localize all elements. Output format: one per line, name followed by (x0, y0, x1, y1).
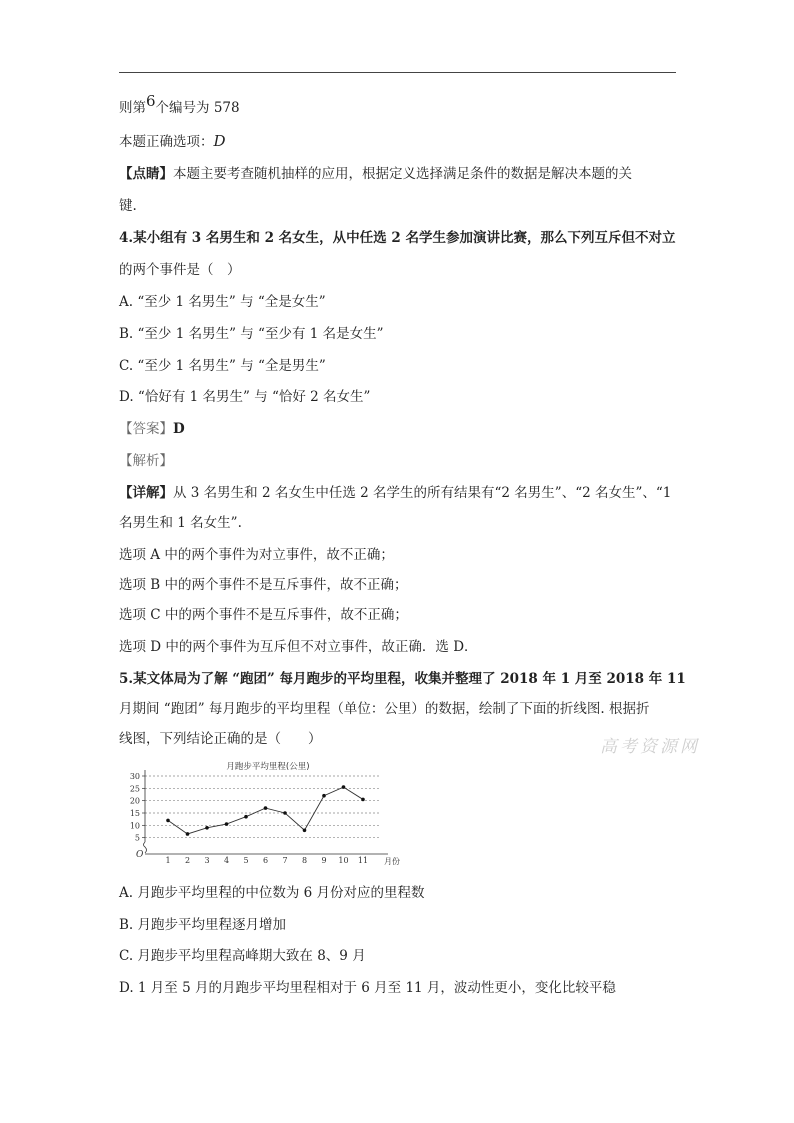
axis-break (144, 842, 147, 853)
dianjing-tag: 【点睛】 (119, 166, 173, 182)
line-result-post: 个编号为 578 (155, 100, 240, 116)
answer-tag: 【答案】 (119, 421, 173, 437)
dianjing-text: 本题主要考查随机抽样的应用，根据定义选择满足条件的数据是解决本题的关 (173, 166, 632, 182)
q5-stem-3: 线图，下列结论正确的是（ ） (119, 731, 322, 747)
origin-label: O (136, 850, 144, 860)
explain-b: 选项 B 中的两个事件不是互斥事件，故不正确； (119, 577, 408, 593)
dianjing-line (119, 165, 632, 183)
line-correct (119, 132, 226, 151)
data-point (225, 822, 229, 826)
y-tick-label: 15 (129, 809, 140, 818)
explain-c: 选项 C 中的两个事件不是互斥事件，故不正确； (119, 607, 408, 623)
data-point (342, 785, 346, 789)
x-tick-label: 6 (262, 856, 269, 865)
data-point (186, 832, 190, 836)
line-chart (118, 754, 418, 869)
q4-stem-2: 的两个事件是（ ） (119, 262, 241, 278)
x-tick-label: 9 (321, 856, 327, 865)
q5-option-c: C. 月跑步平均里程高峰期大致在 8、9 月 (119, 948, 366, 964)
q5-stem-1: 5.某文体局为了解 “跑团” 每月跑步的平均里程，收集并整理了 2018 年 1 月至 2018 年 11 (119, 671, 686, 687)
watermark: 高考资源网 (600, 737, 700, 757)
dianjing-cont: 键. (119, 198, 137, 214)
correct-label: 本题正确选项： (119, 134, 214, 150)
header-rule (119, 72, 676, 73)
data-point (361, 798, 365, 802)
explain-a: 选项 A 中的两个事件为对立事件，故不正确； (119, 547, 394, 563)
chart-series (166, 785, 365, 835)
y-tick-label: 30 (129, 772, 140, 781)
q4-answer (119, 420, 185, 438)
x-axis-label: 月份 (384, 857, 400, 866)
x-tick-label: 1 (165, 856, 171, 865)
detail-tag: 【详解】 (119, 485, 173, 501)
data-point (322, 794, 326, 798)
x-tick-label: 3 (204, 856, 210, 865)
line-result-pre: 则第 (119, 100, 146, 116)
data-point (303, 828, 307, 832)
chart-labels (130, 772, 400, 866)
line-result-sup: 6 (146, 92, 156, 110)
x-tick-label: 8 (301, 856, 308, 865)
detail-text-1: 从 3 名男生和 2 名女生中任选 2 名学生的所有结果有“2 名男生”、“2 名女生”、“1 (173, 485, 672, 501)
data-point (205, 826, 209, 830)
q5-option-d: D. 1 月至 5 月的月跑步平均里程相对于 6 月至 11 月，波动性更小，变化比较平稳 (119, 980, 616, 996)
analysis-tag: 【解析】 (119, 453, 173, 469)
q4-option-d: D. “恰好有 1 名男生” 与 “恰好 2 名女生” (119, 389, 371, 405)
data-point (244, 815, 248, 819)
y-tick-label: 10 (129, 821, 140, 831)
data-point (166, 819, 170, 823)
y-tick-label: 20 (129, 796, 140, 806)
y-tick-label: 5 (134, 833, 140, 843)
q5-option-a: A. 月跑步平均里程的中位数为 6 月份对应的里程数 (119, 885, 425, 901)
chart-title: 月跑步平均里程(公里) (226, 762, 310, 772)
x-tick-label: 10 (338, 856, 349, 865)
x-tick-label: 7 (282, 856, 288, 865)
q4-option-a: A. “至少 1 名男生” 与 “全是女生” (119, 294, 326, 310)
x-tick-label: 11 (357, 856, 369, 865)
chart-axes (142, 770, 388, 854)
correct-answer: D (213, 132, 226, 150)
q4-option-c: C. “至少 1 名男生” 与 “全是男生” (119, 358, 326, 374)
x-tick-label: 4 (223, 856, 230, 865)
detail-line-1 (119, 484, 671, 502)
detail-line-2: 名男生和 1 名女生”. (119, 515, 242, 531)
y-tick-label: 25 (129, 784, 140, 794)
data-point (264, 806, 268, 810)
data-point (283, 811, 287, 815)
x-tick-label: 5 (243, 856, 249, 865)
series-line (168, 787, 363, 834)
q5-option-b: B. 月跑步平均里程逐月增加 (119, 917, 287, 933)
x-tick-label: 2 (184, 856, 191, 865)
q4-option-b: B. “至少 1 名男生” 与 “至少有 1 名是女生” (119, 326, 384, 342)
q5-stem-2: 月期间 “跑团” 每月跑步的平均里程（单位：公里）的数据，绘制了下面的折线图. 根据折 (119, 701, 650, 717)
answer-value: D (173, 421, 185, 437)
explain-d: 选项 D 中的两个事件为互斥但不对立事件，故正确．选 D． (119, 639, 478, 655)
line-result (119, 92, 240, 117)
q4-stem-1: 4.某小组有 3 名男生和 2 名女生，从中任选 2 名学生参加演讲比赛，那么下列互斥但不对立 (119, 230, 676, 246)
